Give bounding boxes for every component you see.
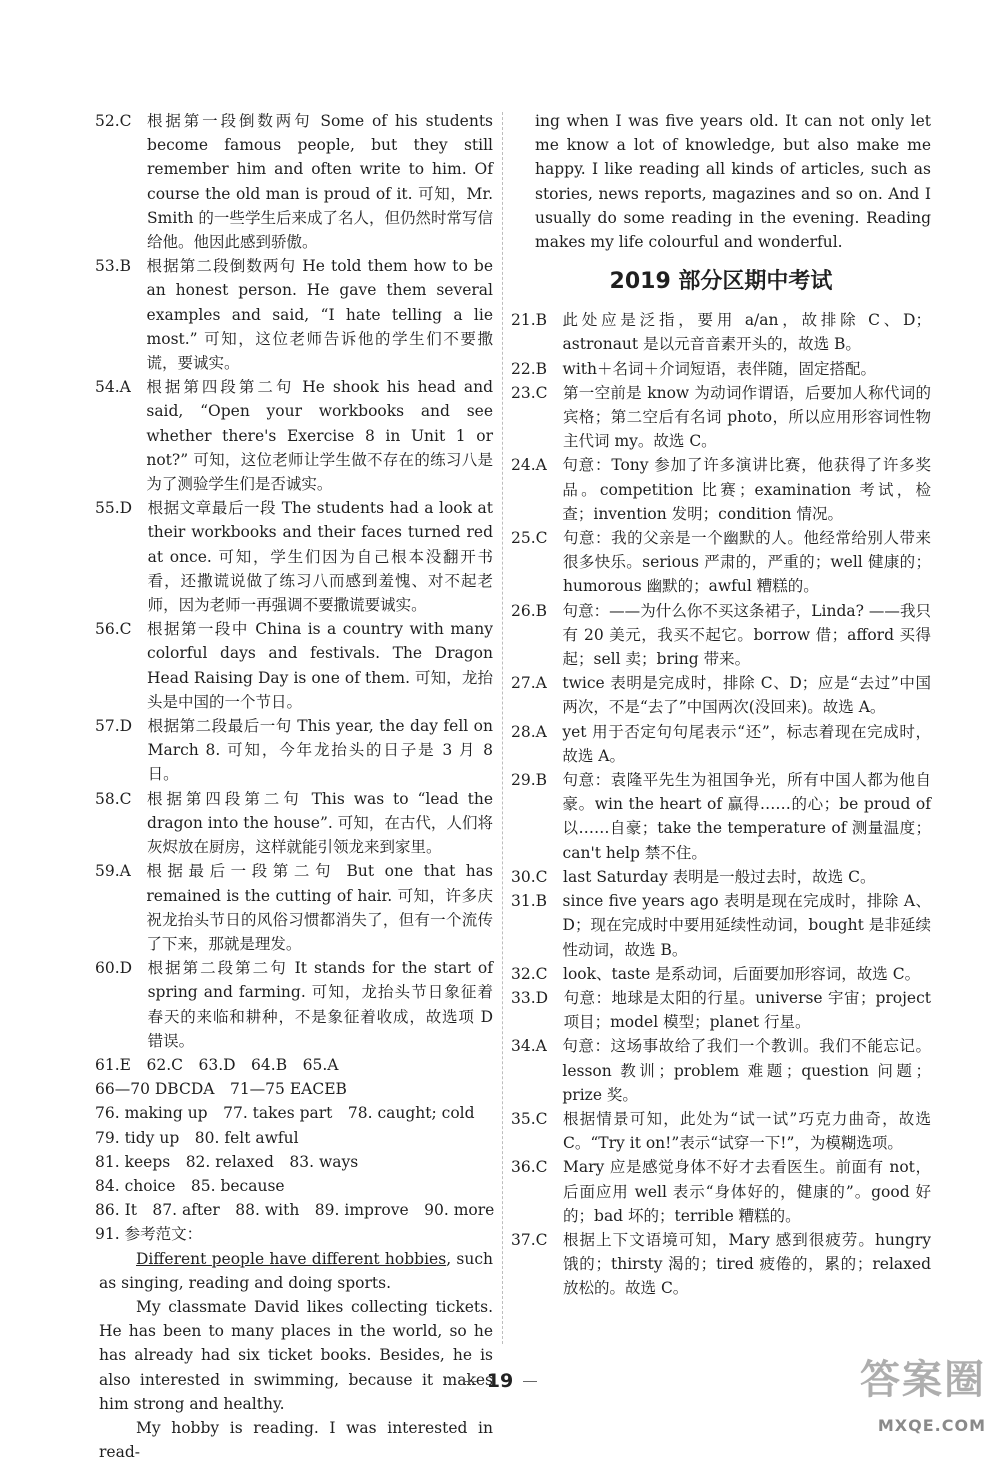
answer-item-34 (511, 1034, 931, 1107)
answer-item-27 (511, 671, 931, 719)
essay-paragraph: My classmate David likes collecting tickets. He has been to many places in the world, so he has already had six ticket books. Besides, he is also interested in swimming, because it makes him strong and healthy. (99, 1297, 493, 1413)
item-explanation: 根据文章最后一段 The students had a look at their workbooks and their faces turned red at once. 可知，学生们因为自己根本没翻开书看，还撒谎说做了练习八而感到羞愧、对不起老师，因为老师一再强调不要撒谎要诚实。 (147, 499, 493, 615)
item-explanation: 句意：——为什么你不买这条裙子，Linda? ——我只有 20 美元，我买不起它。borrow 借；afford 买得起；sell 卖；bring 带来。 (562, 601, 931, 669)
answer-line: 76. making up 77. takes part 78. caught; cold (95, 1104, 475, 1123)
answer-item-52 (95, 109, 493, 254)
item-explanation: with＋名词＋介词短语，表伴随，固定搭配。 (562, 359, 876, 378)
item-explanation: 根据第二段第二句 It stands for the start of spring and farming. 可知，龙抬头节日象征着春天的来临和耕种，不是象征着收成，故选项 D 错误。 (147, 959, 493, 1050)
answer-item-54 (95, 375, 493, 496)
essay-paragraph: My hobby is reading. I was interested in read- (99, 1418, 493, 1462)
item-explanation: 根据第一段中 China is a country with many colorful days and festivals. The Dragon Head Raising Day is one of them. 可知，龙抬头是中国的一个节日。 (147, 620, 493, 711)
item-number: 36.C (511, 1158, 564, 1177)
answer-item-53 (95, 254, 493, 375)
item-number: 58.C (95, 789, 148, 808)
item-explanation: 句意：Tony 参加了许多演讲比赛，他获得了许多奖品。competition 比赛；examination 考试，检查；invention 发明；condition 情况。 (562, 456, 931, 523)
item-explanation: 句意：地球是太阳的行星。universe 宇宙；project 项目；model 模型；planet 行星。 (563, 988, 931, 1032)
item-number: 60.D (95, 959, 148, 978)
item-number: 55.D (95, 499, 148, 518)
item-explanation: 句意：袁隆平先生为祖国争光，所有中国人都为他自豪。win the heart of 赢得……的心；be proud of 以……自豪；take the temperature of 测量温度；can't help 禁不住。 (562, 771, 931, 862)
page-number-value: 19 (486, 1370, 514, 1392)
item-number: 34.A (511, 1037, 563, 1056)
item-number: 32.C (511, 964, 564, 983)
item-explanation: 句意：我的父亲是一个幽默的人。他经常给别人带来很多快乐。serious 严肃的，严重的；well 健康的；humorous 幽默的；awful 糟糕的。 (563, 529, 931, 596)
item-number: 23.C (511, 383, 564, 402)
answer-item-21 (511, 308, 931, 356)
item-explanation: since five years ago 表明是现在完成时，排除 A、D；现在完成时中要用延续性动词，bought 是非延续性动词，故选 B。 (562, 892, 931, 959)
item-number: 29.B (511, 771, 563, 790)
item-number: 54.A (95, 378, 147, 397)
left-column (95, 109, 493, 1464)
answer-item-28 (511, 720, 931, 768)
item-explanation: 根据第四段第二句 He shook his head and said, “Open your workbooks and see whether there's Exercise 8 in Unit 1 or not?” 可知，这位老师让学生做不存在的练习八是为了测验学生们是否诚实。 (146, 378, 493, 494)
answer-item-57 (95, 714, 493, 787)
answer-line: 66—70 DBCDA 71—75 EACEB (95, 1080, 347, 1099)
item-number: 25.C (511, 529, 564, 548)
item-explanation: 根据最后一段第二句 But one that has remained is the cutting of hair. 可知，许多庆祝龙抬头节日的风俗习惯都消失了，但有一个流传了下来，那就是理发。 (146, 862, 493, 953)
answer-item-26 (511, 599, 931, 672)
item-explanation: look、taste 是系动词，后面要加形容词，故选 C。 (563, 964, 921, 983)
item-number: 57.D (95, 717, 148, 736)
section-title: 2019 部分区期中考试 (609, 269, 833, 295)
item-explanation: 根据第四段第二句 This was to “lead the dragon into the house”. 可知，在古代，人们将灰烬放在厨房，这样就能引领龙来到家里。 (147, 789, 493, 857)
item-number: 28.A (511, 722, 563, 741)
answer-line: 79. tidy up 80. felt awful (95, 1128, 299, 1147)
item-number: 21.B (511, 311, 563, 330)
answer-item-23 (511, 381, 931, 454)
answer-item-35 (511, 1107, 931, 1155)
watermark-logo-text: 答案圈 (860, 1357, 986, 1403)
item-explanation: 第一空前是 know 为动词作谓语，后要加人称代词的宾格；第二空后有名词 photo，所以应用形容词性物主代词 my。故选 C。 (563, 383, 931, 451)
answer-item-59 (95, 859, 493, 956)
answer-item-31 (511, 889, 931, 962)
item-number: 30.C (511, 867, 564, 886)
answer-item-25 (511, 526, 931, 599)
item-explanation: yet 用于否定句句尾表示“还”，标志着现在完成时，故选 A。 (562, 722, 931, 765)
item-number: 24.A (511, 456, 563, 475)
item-number: 33.D (511, 988, 564, 1007)
column-divider (502, 112, 503, 1344)
answer-line: 81. keeps 82. relaxed 83. ways (95, 1152, 359, 1171)
site-watermark (830, 1357, 990, 1438)
answer-item-24 (511, 453, 931, 526)
answer-item-55 (95, 496, 493, 617)
answer-item-60 (95, 956, 493, 1053)
item-explanation: last Saturday 表明是一般过去时，故选 C。 (563, 867, 876, 886)
essay-heading: 91. 参考范文： (95, 1225, 203, 1244)
answer-item-29 (511, 768, 931, 865)
item-number: 53.B (95, 257, 147, 276)
item-number: 59.A (95, 862, 147, 881)
item-number: 26.B (511, 601, 563, 620)
answer-item-58 (95, 787, 493, 860)
essay-paragraph (95, 1247, 493, 1295)
answer-line: 86. It 87. after 88. with 89. improve 90. more (95, 1201, 495, 1220)
item-number: 22.B (511, 359, 563, 378)
answer-item-30 (511, 865, 931, 889)
essay-text: , such as singing, reading and doing sports. (99, 1249, 493, 1292)
page-number (430, 1369, 570, 1393)
page-number-dash-right (523, 1381, 537, 1382)
right-column (511, 109, 931, 1301)
answer-item-22 (511, 357, 931, 381)
item-number: 37.C (511, 1230, 564, 1249)
item-explanation: 句意：这场事故给了我们一个教训。我们不能忘记。lesson 教训；problem 难题；question 问题；prize 奖。 (562, 1037, 931, 1104)
answer-item-37 (511, 1228, 931, 1301)
item-number: 56.C (95, 620, 148, 639)
essay-paragraph-continued: ing when I was five years old. It can not only let me know a lot of knowledge, but also make me happy. I like reading all kinds of articles, such as stories, news reports, magazines and so on. And I usually do some reading in the evening. Reading makes my life colourful and wonderful. (535, 112, 931, 252)
answer-item-36 (511, 1155, 931, 1228)
item-explanation: 根据第一段倒数两句 Some of his students become famous people, but they still remember him and often write to him. Of course the old man is proud of it. 可知，Mr. Smith 的一些学生后来成了名人，但仍然时常写信给他。他因此感到骄傲。 (147, 112, 493, 252)
answer-line: 84. choice 85. because (95, 1176, 285, 1195)
item-explanation: twice 表明是完成时，排除 C、D；应是“去过”中国两次，不是“去了”中国两次(没回来)。故选 A。 (562, 674, 931, 717)
item-explanation: 根据第二段倒数两句 He told them how to be an honest person. He gave them several examples and said, “I hate telling a lie most.” 可知，这位老师告诉他的学生们不要撒谎，要诚实。 (146, 257, 493, 373)
item-number: 35.C (511, 1109, 564, 1128)
watermark-url: MXQE.COM (877, 1415, 986, 1435)
answer-item-56 (95, 617, 493, 714)
item-explanation: 根据上下文语境可知，Mary 感到很疲劳。hungry 饿的；thirsty 渴的；tired 疲倦的，累的；relaxed 放松的。故选 C。 (563, 1230, 931, 1298)
answer-item-32 (511, 962, 931, 986)
item-explanation: 根据情景可知，此处为“试一试”巧克力曲奇，故选 C。“Try it on!”表示“试穿一下!”，为模糊选项。 (563, 1109, 931, 1153)
item-explanation: 根据第二段最后一句 This year, the day fell on March 8. 可知，今年龙抬头的日子是 3 月 8 日。 (147, 717, 493, 784)
item-explanation: 此处应是泛指，要用 a/an，故排除 C、D；astronaut 是以元音音素开头的，故选 B。 (562, 311, 931, 354)
essay-topic-sentence: Different people have different hobbies (136, 1249, 447, 1268)
item-number: 52.C (95, 112, 148, 130)
answer-line: 61.E 62.C 63.D 64.B 65.A (95, 1055, 339, 1074)
answer-item-33 (511, 986, 931, 1034)
item-explanation: Mary 应是感觉身体不好才去看医生。前面有 not，后面应用 well 表示“身体好的，健康的”。good 好的；bad 坏的；terrible 糟糕的。 (563, 1158, 931, 1225)
item-number: 31.B (511, 892, 563, 911)
page-number-dash-left (463, 1381, 477, 1382)
item-number: 27.A (511, 674, 563, 693)
